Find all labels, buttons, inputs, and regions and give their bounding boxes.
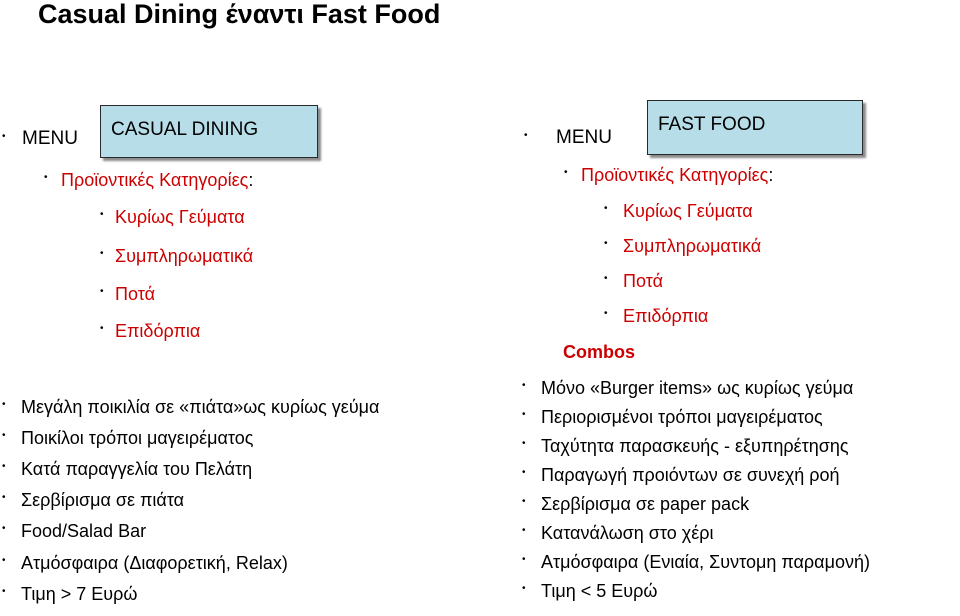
category-item: Κυρίως Γεύματα	[623, 201, 753, 221]
bullet-icon: •	[522, 467, 526, 478]
bullet-icon: •	[522, 409, 526, 420]
feature-item: Κατανάλωση στο χέρι	[541, 523, 714, 543]
feature-item: Τιμη < 5 Ευρώ	[541, 581, 658, 601]
bullet-icon: •	[522, 554, 526, 565]
feature-item: Food/Salad Bar	[21, 521, 147, 541]
casual-dining-box	[100, 105, 318, 158]
combos-label: Combos	[563, 342, 635, 362]
bullet-icon: •	[2, 586, 6, 597]
feature-item: Μόνο «Burger items» ως κυρίως γεύμα	[541, 378, 854, 398]
feature-item: Σερβίρισμα σε πιάτα	[21, 490, 185, 510]
bullet-icon: •	[100, 209, 104, 220]
bullet-icon: •	[522, 438, 526, 449]
bullet-icon: •	[522, 380, 526, 391]
menu-label: MENU	[556, 127, 612, 148]
bullet-icon: •	[100, 286, 104, 297]
bullet-icon: •	[2, 131, 6, 142]
feature-item: Ατμόσφαιρα (Διαφορετική, Relax)	[21, 553, 288, 573]
category-item: Επιδόρπια	[115, 321, 201, 341]
category-item: Επιδόρπια	[623, 306, 709, 326]
fast-food-box	[647, 100, 863, 155]
feature-item: Ταχύτητα παρασκευής - εξυπηρέτησης	[541, 436, 849, 456]
categories-heading: Προϊοντικές Κατηγορίες:	[61, 170, 254, 190]
feature-item: Σερβίρισμα σε paper pack	[541, 494, 750, 514]
bullet-icon: •	[604, 238, 608, 249]
category-item: Κυρίως Γεύματα	[115, 207, 245, 227]
category-item: Συμπληρωματικά	[623, 236, 762, 256]
bullet-icon: •	[2, 430, 6, 441]
category-item: Συμπληρωματικά	[115, 246, 254, 266]
bullet-icon: •	[100, 248, 104, 259]
bullet-icon: •	[2, 461, 6, 472]
bullet-icon: •	[100, 323, 104, 334]
bullet-icon: •	[604, 273, 608, 284]
feature-item: Ποικίλοι τρόποι μαγειρέματος	[21, 428, 254, 448]
bullet-icon: •	[522, 496, 526, 507]
bullet-icon: •	[2, 523, 6, 534]
casual-dining-label: CASUAL DINING	[111, 119, 259, 140]
category-item: Ποτά	[115, 284, 156, 304]
bullet-icon: •	[522, 583, 526, 594]
page-title: Casual Dining έναντι Fast Food	[38, 0, 441, 29]
feature-item: Ατμόσφαιρα (Ενιαία, Συντομη παραμονή)	[541, 552, 870, 572]
menu-label: MENU	[22, 128, 78, 149]
bullet-icon: •	[604, 203, 608, 214]
bullet-icon: •	[604, 308, 608, 319]
categories-heading: Προϊοντικές Κατηγορίες:	[581, 165, 774, 185]
bullet-icon: •	[44, 172, 48, 183]
bullet-icon: •	[524, 130, 528, 141]
category-item: Ποτά	[623, 271, 664, 291]
bullet-icon: •	[2, 399, 6, 410]
feature-item: Παραγωγή προιόντων σε συνεχή ροή	[541, 465, 840, 485]
feature-item: Κατά παραγγελία του Πελάτη	[21, 459, 253, 479]
fast-food-label: FAST FOOD	[658, 114, 766, 135]
bullet-icon: •	[2, 492, 6, 503]
bullet-icon: •	[2, 555, 6, 566]
feature-item: Τιμη > 7 Ευρώ	[21, 584, 138, 604]
feature-item: Περιορισμένοι τρόποι μαγειρέματος	[541, 407, 823, 427]
bullet-icon: •	[522, 525, 526, 536]
feature-item: Μεγάλη ποικιλία σε «πιάτα»ως κυρίως γεύμα	[21, 397, 380, 417]
bullet-icon: •	[564, 167, 568, 178]
